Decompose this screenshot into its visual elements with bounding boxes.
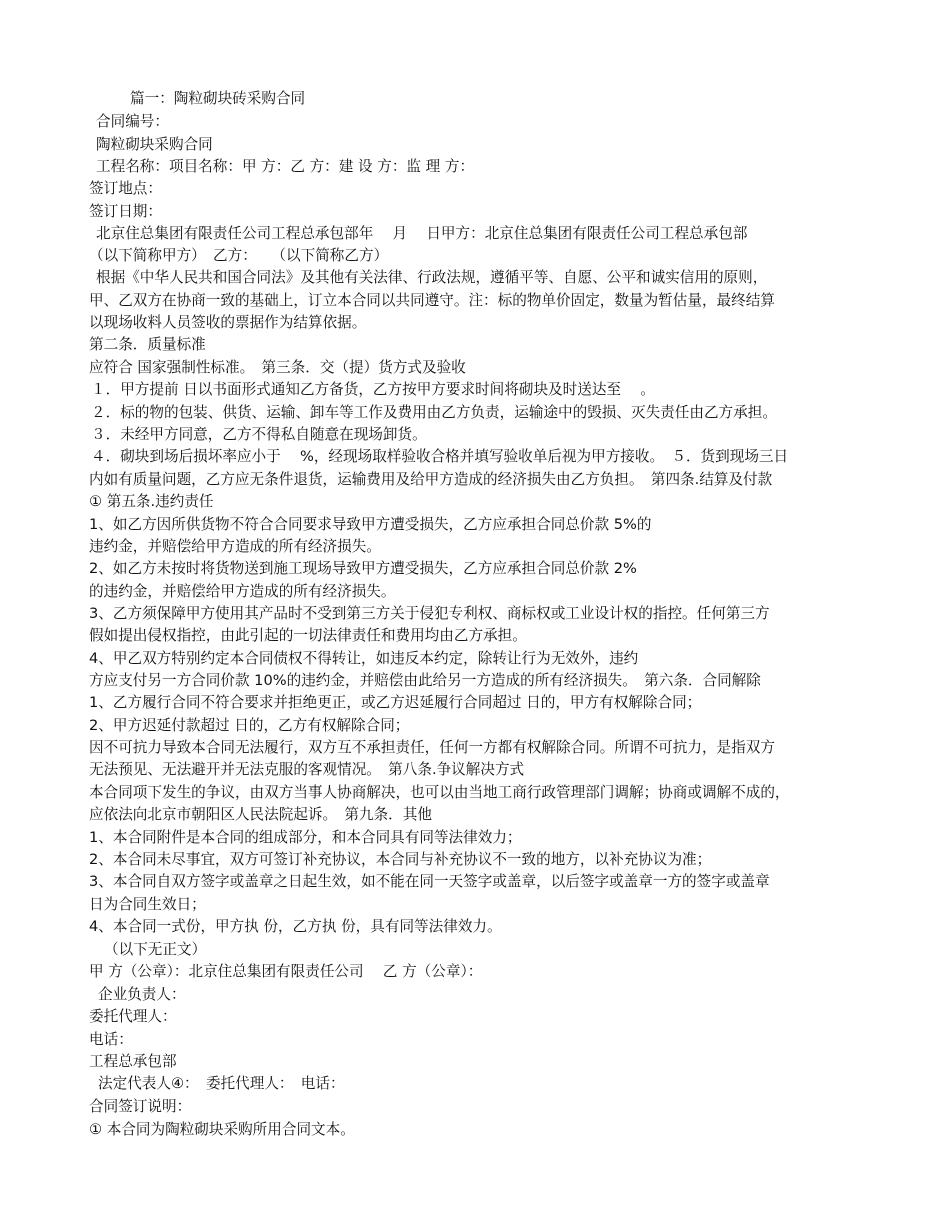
- clause-5-4-a: 4、甲乙双方特别约定本合同债权不得转让，如违反本约定，除转让行为无效外，违约: [89, 650, 639, 667]
- clause-5-3-a: 3、乙方须保障甲方使用其产品时不受到第三方关于侵犯专利权、商标权或工业设计权的指控。任何第三方: [89, 605, 770, 622]
- clause-3-3: ３．未经甲方同意，乙方不得私自随意在现场卸货。: [91, 426, 427, 443]
- end-of-text-note: （以下无正文）: [104, 941, 207, 958]
- clause-5-2-b: 的违约金，并赔偿给甲方造成的所有经济损失。: [89, 583, 396, 600]
- clause-9-3-a: 3、本合同自双方签字或盖章之日起生效，如不能在同一天签字或盖章，以后签字或盖章一方的签字或盖章: [89, 873, 770, 890]
- clause-6-1: 1、乙方履行合同不符合要求并拒绝更正，或乙方迟延履行合同超过 日的，甲方有权解除合同；: [89, 694, 702, 711]
- clause-5-1-b: 违约金，并赔偿给甲方造成的所有经济损失。: [89, 538, 381, 555]
- clause-5-1-a: 1、如乙方因所供货物不符合合同要求导致甲方遭受损失，乙方应承担合同总价款 5%的: [89, 516, 652, 533]
- clause-9-3-b: 日为合同生效日；: [89, 896, 206, 913]
- clause-9-4: 4、本合同一式份，甲方执 份，乙方执 份，具有同等法律效力。: [89, 918, 502, 935]
- force-majeure-a: 因不可抗力导致本合同无法履行，双方互不承担责任，任何一方都有权解除合同。所谓不可抗力，是指双方: [89, 739, 775, 756]
- doc-title: 篇一：陶粒砌块砖采购合同: [130, 90, 306, 107]
- preamble-line-2: 甲、乙双方在协商一致的基础上，订立本合同以共同遵守。注：标的物单价固定，数量为暂估量，最终结算: [89, 292, 775, 309]
- signature-parties-line: 甲 方（公章）：北京住总集团有限责任公司 乙 方（公章）：: [89, 963, 483, 980]
- clause-6-2: 2、甲方迟延付款超过 日的，乙方有权解除合同；: [89, 717, 410, 734]
- clause-5-4-b: 方应支付另一方合同价款 10%的违约金，并赔偿由此给另一方造成的所有经济损失。 第六条．合同解除: [89, 672, 761, 689]
- sign-place-label: 签订地点：: [89, 180, 162, 197]
- sign-date-label: 签订日期：: [89, 203, 162, 220]
- signing-notes-heading: 合同签订说明：: [89, 1098, 192, 1115]
- party-a-line: 北京住总集团有限责任公司工程总承包部年 月 日甲方：北京住总集团有限责任公司工程总承包部: [96, 225, 748, 242]
- representative-line: 法定代表人④： 委托代理人： 电话：: [98, 1075, 345, 1092]
- clause-5-3-b: 假如提出侵权指控，由此引起的一切法律责任和费用均由乙方承担。: [89, 627, 527, 644]
- contract-name: 陶粒砌块采购合同: [96, 136, 213, 153]
- clause-3-2: ２．标的物的包装、供货、运输、卸车等工作及费用由乙方负责，运输途中的毁损、灭失责任由乙方承担。: [91, 404, 777, 421]
- force-majeure-b: 无法预见、无法避开并无法克服的客观情况。 第八条.争议解决方式: [89, 761, 525, 778]
- contract-number-label: 合同编号：: [96, 113, 169, 130]
- dispute-b: 应依法向北京市朝阳区人民法院起诉。 第九条．其他: [89, 806, 432, 823]
- clause-3-4: ４．砌块到场后损坏率应小于 %，经现场取样验收合格并填写验收单后视为甲方接收。 ５．货到现场三日: [91, 448, 789, 465]
- party-abbrev-line: （以下简称甲方） 乙方： （以下简称乙方）: [89, 247, 389, 264]
- article-2-3-line: 应符合 国家强制性标准。 第三条．交（提）货方式及验收: [89, 359, 466, 376]
- clause-3-1: １．甲方提前 日以书面形式通知乙方备货，乙方按甲方要求时间将砌块及时送达至 。: [91, 381, 655, 398]
- clause-5-2-a: 2、如乙方未按时将货物送到施工现场导致甲方遭受损失，乙方应承担合同总价款 2%: [89, 560, 637, 577]
- party-fields-line: 工程名称：项目名称：甲 方：乙 方：建 设 方：监 理 方：: [96, 158, 475, 175]
- agent-label: 委托代理人：: [89, 1008, 177, 1025]
- article-2-heading: 第二条．质量标准: [89, 336, 206, 353]
- preamble-line-3: 以现场收料人员签收的票据作为结算依据。: [89, 314, 367, 331]
- phone-label: 电话：: [89, 1031, 133, 1048]
- clause-3-5: 内如有质量问题，乙方应无条件退货，运输费用及给甲方造成的经济损失由乙方负担。 第四条.结算及付款: [89, 471, 773, 488]
- clause-9-1: 1、本合同附件是本合同的组成部分，和本合同具有同等法律效力；: [89, 829, 522, 846]
- clause-9-2: 2、本合同未尽事宜，双方可签订补充协议，本合同与补充协议不一致的地方，以补充协议为准；: [89, 851, 712, 868]
- preamble-line-1: 根据《中华人民共和国合同法》及其他有关法律、行政法规，遵循平等、自愿、公平和诚实信用的原则，: [96, 269, 768, 286]
- enterprise-head-label: 企业负责人：: [98, 986, 186, 1003]
- signing-note-1: ① 本合同为陶粒砌块采购所用合同文本。: [89, 1121, 355, 1138]
- department-label: 工程总承包部: [89, 1053, 177, 1070]
- article-5-heading: ① 第五条.违约责任: [89, 493, 214, 510]
- dispute-a: 本合同项下发生的争议，由双方当事人协商解决，也可以由当地工商行政管理部门调解；协商或调解不成的，: [89, 784, 790, 801]
